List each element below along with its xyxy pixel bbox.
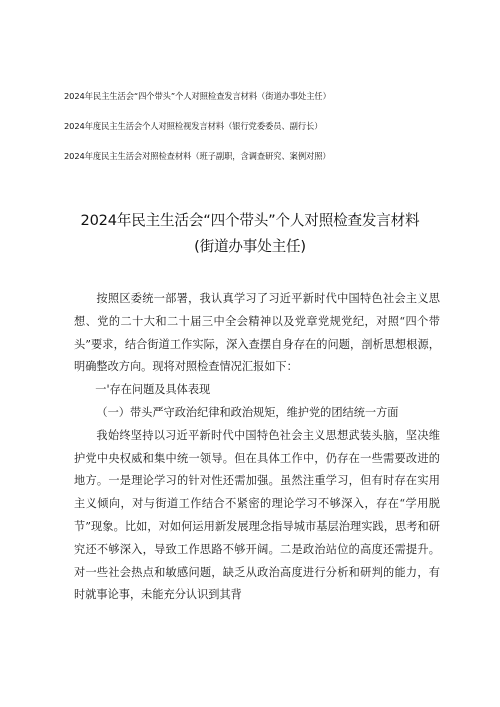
body-paragraph: 我始终坚持以习近平新时代中国特色社会主义思想武装头脑，坚决维护党中央权威和集中统一领导。但在具体工作中，仍存在一些需要改进的地方。一是理论学习的针对性还需加强。虽然注重学习，但有时存在实用主义倾向，对与街道工作结合不紧密的理论学习不够深入，存在“学用脱节”现象。比如，对如何运用新发展理念指导城市基层治理实践，思考和研究还不够深入，导致工作思路不够开阔。二是政治站位的高度还需提升。对一些社会热点和敏感问题，缺乏从政治高度进行分析和研判的能力，有时就事论事，未能充分认识到其背 bbox=[74, 428, 440, 602]
toc-item[interactable]: 2024年度民主生活会个人对照检视发言材料（银行党委委员、副行长） bbox=[64, 121, 323, 131]
table-of-contents bbox=[64, 90, 464, 180]
subsection-heading: （一）带头严守政治纪律和政治规矩，维护党的团结统一方面 bbox=[96, 405, 399, 419]
toc-item[interactable]: 2024年度民主生活会对照检查材料（班子副职，含调查研究、案例对照） bbox=[64, 151, 331, 161]
document-body bbox=[74, 288, 440, 607]
section-heading: 一'存在问题及具体表现 bbox=[95, 383, 211, 397]
title-line-2: (街道办事处主任) bbox=[194, 238, 306, 255]
intro-paragraph: 按照区委统一部署，我认真学习了习近平新时代中国特色社会主义思想、党的二十大和二十届三中全会精神以及党章党规党纪，对照“四个带头”要求，结合街道工作实际，深入查摆自身存在的问题，剖析思想根源，明确整改方向。现将对照检查情况汇报如下： bbox=[74, 292, 440, 374]
title-line-1: 2024年民主生活会“四个带头”个人对照检查发言材料 bbox=[80, 212, 420, 229]
toc-item[interactable]: 2024年民主生活会“四个带头”个人对照检查发言材料（街道办事处主任） bbox=[64, 91, 331, 101]
document-title bbox=[30, 208, 470, 260]
